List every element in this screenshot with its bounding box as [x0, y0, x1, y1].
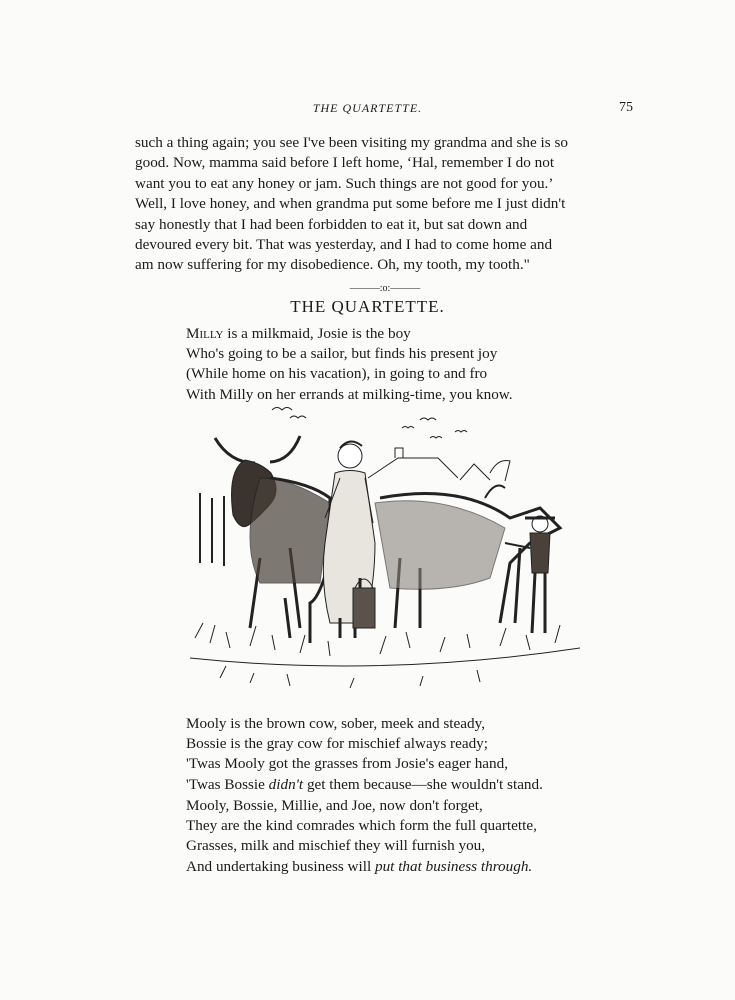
- stanza-2: [186, 714, 606, 795]
- poem-line: And undertaking business will put that business through.: [186, 857, 533, 875]
- prose-line: want you to eat any honey or jam. Such things are not good for you.’: [135, 174, 554, 192]
- emphasis: didn't: [268, 775, 304, 793]
- poem-line: Grasses, milk and mischief they will furnish you,: [186, 837, 486, 855]
- poem-line: They are the kind comrades which form the full quartette,: [186, 817, 537, 835]
- poem-line: Mooly, Bossie, Millie, and Joe, now don't forget,: [186, 797, 483, 814]
- prose-paragraph: [135, 133, 640, 276]
- section-divider: ———:o:———: [349, 283, 421, 294]
- prose-line: Well, I love honey, and when grandma put some before me I just didn't: [135, 195, 566, 213]
- emphasis: put that business through.: [374, 857, 533, 875]
- running-title: THE QUARTETTE.: [312, 101, 423, 115]
- poem-line: (While home on his vacation), in going to and fro: [186, 365, 488, 383]
- poem-line: Milly is a milkmaid, Josie is the boy: [186, 325, 411, 342]
- poem-line: Who's going to be a sailor, but finds his present joy: [186, 345, 498, 363]
- stanza-3: [186, 796, 606, 877]
- stanza-1: [186, 324, 606, 405]
- prose-line: devoured every bit. That was yesterday, and I had to come home and: [135, 236, 553, 254]
- page-number: 75: [619, 100, 633, 115]
- drop-word: Milly: [186, 325, 224, 342]
- prose-line: good. Now, mamma said before I left home, ‘Hal, remember I do not: [135, 154, 555, 172]
- poem-title: THE QUARTETTE.: [290, 297, 445, 316]
- poem-line: 'Twas Mooly got the grasses from Josie's eager hand,: [186, 755, 509, 773]
- poem-line: Mooly is the brown cow, sober, meek and steady,: [186, 715, 485, 732]
- prose-line: say honestly that I had been forbidden to eat it, but sat down and: [135, 215, 528, 233]
- poem-line: With Milly on her errands at milking-time, you know.: [186, 385, 513, 403]
- prose-line: am now suffering for my disobedience. Oh, my tooth, my tooth.": [135, 256, 530, 274]
- poem-line: Bossie is the gray cow for mischief always ready;: [186, 735, 488, 753]
- engraving-illustration: [190, 398, 580, 708]
- prose-line: such a thing again; you see I've been visiting my grandma and she is so: [135, 134, 568, 151]
- poem-line: 'Twas Bossie didn't get them because—she wouldn't stand.: [186, 775, 543, 793]
